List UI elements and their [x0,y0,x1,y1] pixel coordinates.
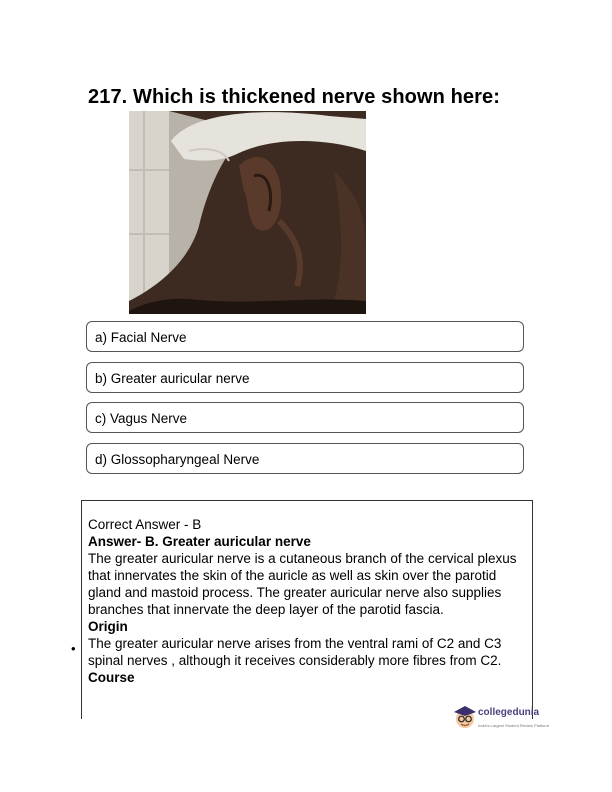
answer-explanation: The greater auricular nerve is a cutaneous branch of the cervical plexus that innervates the skin of the auricle as well as skin over the parotid gland and mastoid process. The greater auricular nerve also supplies branches that innervate the deep layer of the parotid fascia. [88,551,517,617]
course-heading: Course [88,670,135,685]
logo-name: collegedunia [478,707,540,718]
option-c[interactable]: c) Vagus Nerve [86,402,524,433]
option-b[interactable]: b) Greater auricular nerve [86,362,524,393]
answer-heading: Answer- B. Greater auricular nerve [88,534,311,549]
option-d[interactable]: d) Glossopharyngeal Nerve [86,443,524,474]
origin-text: The greater auricular nerve arises from the ventral rami of C2 and C3 spinal nerves , although it receives considerably more fibres from C2. [88,636,502,668]
clinical-photo-image [129,111,366,314]
bullet-marker: • [71,641,76,656]
logo-mascot-icon [452,704,478,732]
option-a[interactable]: a) Facial Nerve [86,321,524,352]
correct-answer-label: Correct Answer - B [88,517,202,532]
origin-heading: Origin [88,619,128,634]
answer-content [88,516,528,686]
question-title: 217. Which is thickened nerve shown here: [88,86,500,108]
logo-tagline: India's Largest Student Review Platform [478,723,550,728]
clinical-photo [129,111,366,314]
